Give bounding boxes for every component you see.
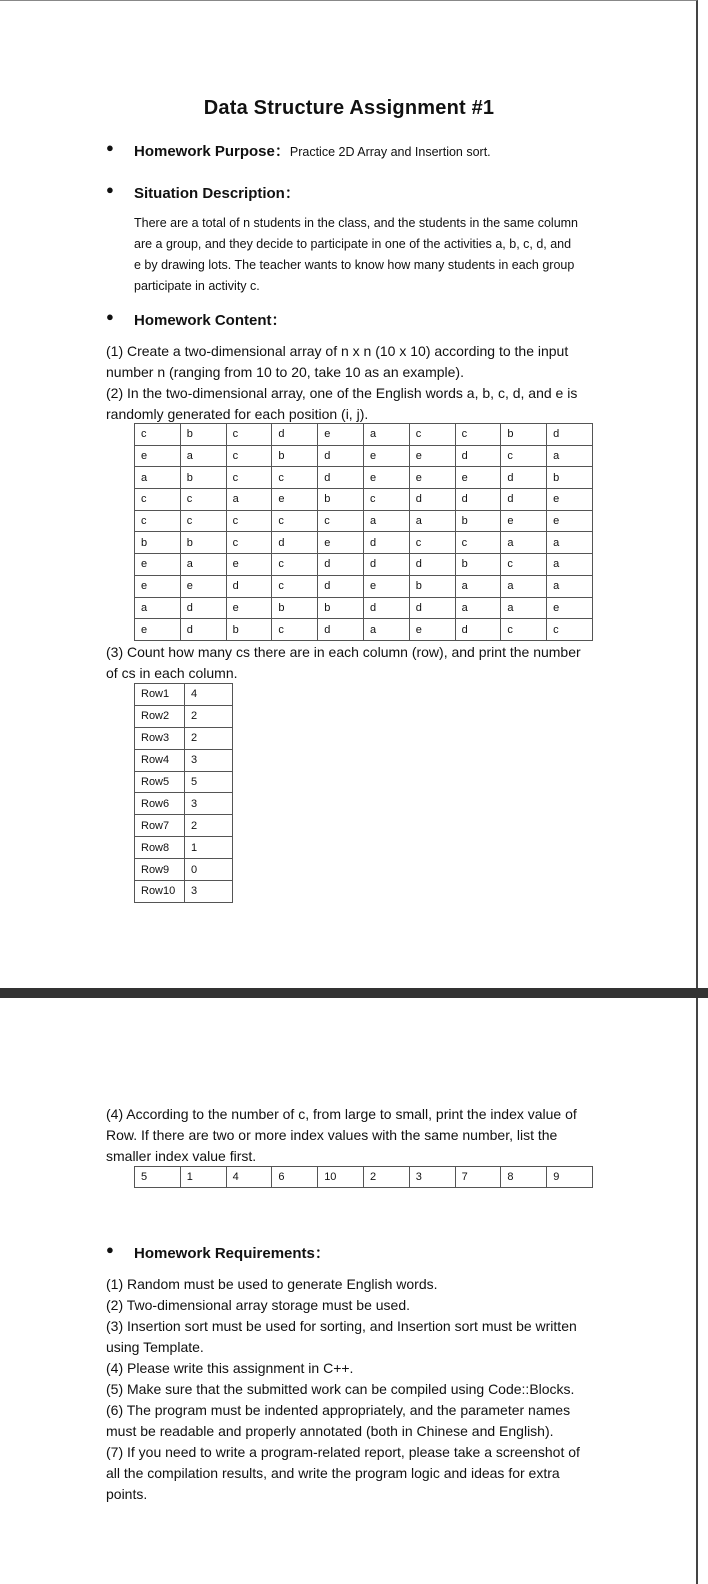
table-row <box>135 771 233 793</box>
grid-cell: b <box>409 575 455 597</box>
grid-cell: d <box>409 597 455 619</box>
count-cell: 1 <box>185 837 233 859</box>
c-count-table <box>134 683 233 903</box>
grid-cell: a <box>547 532 593 554</box>
grid-cell: b <box>318 597 364 619</box>
situation-line: There are a total of n students in the class, and the students in the same column <box>134 216 579 230</box>
row-label-cell: Row2 <box>135 705 185 727</box>
grid-cell: c <box>135 424 181 446</box>
grid-cell: a <box>180 445 226 467</box>
purpose-label: Homework Purpose： <box>134 143 290 160</box>
grid-cell: a <box>226 489 272 511</box>
table-row <box>135 1167 593 1188</box>
content-step1-text <box>106 341 596 425</box>
row-label-cell: Row6 <box>135 793 185 815</box>
index-cell: 10 <box>318 1167 364 1188</box>
index-cell: 7 <box>455 1167 501 1188</box>
requirement-line: all the compilation results, and write the program logic and ideas for extra <box>106 1465 560 1481</box>
table-row <box>135 793 233 815</box>
index-cell: 8 <box>501 1167 547 1188</box>
requirement-line: using Template. <box>106 1339 204 1355</box>
table-row <box>135 467 593 489</box>
grid-cell: e <box>409 445 455 467</box>
grid-cell: d <box>272 424 318 446</box>
grid-cell: d <box>318 575 364 597</box>
grid-cell: e <box>272 489 318 511</box>
row-label-cell: Row7 <box>135 815 185 837</box>
grid-cell: e <box>226 554 272 576</box>
index-cell: 1 <box>180 1167 226 1188</box>
grid-cell: e <box>409 619 455 641</box>
count-cell: 0 <box>185 859 233 881</box>
grid-cell: c <box>226 467 272 489</box>
situation-line: are a group, and they decide to participate in one of the activities a, b, c, d, and <box>134 237 572 251</box>
content-line: randomly generated for each position (i, j). <box>106 406 369 422</box>
count-cell: 4 <box>185 684 233 706</box>
grid-cell: e <box>363 445 409 467</box>
table-row <box>135 705 233 727</box>
requirement-line: (1) Random must be used to generate English words. <box>106 1276 438 1292</box>
grid-cell: e <box>547 489 593 511</box>
grid-cell: d <box>409 489 455 511</box>
grid-cell: b <box>455 554 501 576</box>
grid-cell: d <box>318 467 364 489</box>
content-line: smaller index value first. <box>106 1148 257 1164</box>
table-row <box>135 597 593 619</box>
situation-text <box>134 213 604 297</box>
grid-cell: d <box>318 619 364 641</box>
grid-cell: d <box>501 467 547 489</box>
grid-cell: b <box>501 424 547 446</box>
index-cell: 5 <box>135 1167 181 1188</box>
grid-cell: e <box>135 445 181 467</box>
grid-cell: c <box>318 510 364 532</box>
table-row <box>135 445 593 467</box>
requirement-line: (3) Insertion sort must be used for sorting, and Insertion sort must be written <box>106 1318 577 1334</box>
page-2 <box>0 998 698 1584</box>
requirements-heading: Homework Requirements： <box>134 1245 330 1262</box>
bullet-icon: ● <box>106 1242 114 1257</box>
grid-cell: d <box>455 445 501 467</box>
grid-cell: a <box>409 510 455 532</box>
grid-cell: c <box>501 445 547 467</box>
requirement-line: (6) The program must be indented appropriately, and the parameter names <box>106 1402 571 1418</box>
index-cell: 2 <box>364 1167 410 1188</box>
content-step3-text <box>106 642 596 684</box>
purpose-text: Practice 2D Array and Insertion sort. <box>289 145 491 159</box>
row-label-cell: Row3 <box>135 727 185 749</box>
grid-cell: e <box>409 467 455 489</box>
grid-cell: e <box>135 554 181 576</box>
content-line: (2) In the two-dimensional array, one of the English words a, b, c, d, and e is <box>106 385 578 401</box>
grid-cell: a <box>547 575 593 597</box>
grid-cell: d <box>409 554 455 576</box>
table-row <box>135 881 233 903</box>
count-cell: 2 <box>185 727 233 749</box>
index-cell: 3 <box>409 1167 455 1188</box>
table-row <box>135 859 233 881</box>
table-row <box>135 489 593 511</box>
grid-cell: d <box>226 575 272 597</box>
grid-cell: a <box>501 532 547 554</box>
content-step4-text <box>106 1104 596 1167</box>
grid-cell: b <box>318 489 364 511</box>
table-row <box>135 749 233 771</box>
grid-cell: c <box>455 424 501 446</box>
index-cell: 6 <box>272 1167 318 1188</box>
grid-cell: a <box>363 510 409 532</box>
grid-cell: d <box>455 489 501 511</box>
grid-cell: c <box>226 424 272 446</box>
row-label-cell: Row4 <box>135 749 185 771</box>
grid-cell: e <box>547 510 593 532</box>
grid-cell: d <box>180 619 226 641</box>
grid-cell: e <box>547 597 593 619</box>
grid-cell: c <box>363 489 409 511</box>
table-row <box>135 684 233 706</box>
grid-cell: a <box>135 467 181 489</box>
grid-cell: c <box>226 445 272 467</box>
grid-cell: c <box>501 554 547 576</box>
grid-cell: c <box>180 510 226 532</box>
grid-cell: e <box>318 532 364 554</box>
grid-cell: c <box>226 532 272 554</box>
grid-cell: e <box>363 467 409 489</box>
grid-cell: e <box>135 619 181 641</box>
grid-cell: b <box>455 510 501 532</box>
grid-cell: b <box>226 619 272 641</box>
content-line: number n (ranging from 10 to 20, take 10 as an example). <box>106 364 464 380</box>
content-heading: Homework Content： <box>134 312 287 329</box>
grid-cell: c <box>272 575 318 597</box>
grid-cell: d <box>455 619 501 641</box>
content-line: Row. If there are two or more index values with the same number, list the <box>106 1127 558 1143</box>
grid-cell: b <box>180 532 226 554</box>
grid-cell: c <box>501 619 547 641</box>
grid-cell: e <box>180 575 226 597</box>
grid-cell: d <box>180 597 226 619</box>
grid-cell: a <box>363 619 409 641</box>
requirement-line: (5) Make sure that the submitted work can be compiled using Code::Blocks. <box>106 1381 575 1397</box>
grid-cell: d <box>318 554 364 576</box>
requirement-line: must be readable and properly annotated (both in Chinese and English). <box>106 1423 554 1439</box>
requirement-line: points. <box>106 1486 148 1502</box>
grid-cell: a <box>501 575 547 597</box>
grid-cell: c <box>272 619 318 641</box>
grid-cell: c <box>272 510 318 532</box>
grid-cell: c <box>409 532 455 554</box>
grid-cell: d <box>547 424 593 446</box>
content-line: of cs in each column. <box>106 665 238 681</box>
grid-cell: a <box>455 597 501 619</box>
grid-cell: c <box>135 489 181 511</box>
content-line: (1) Create a two-dimensional array of n x n (10 x 10) according to the input <box>106 343 569 359</box>
grid-cell: c <box>547 619 593 641</box>
requirement-line: (2) Two-dimensional array storage must be used. <box>106 1297 410 1313</box>
grid-cell: c <box>272 554 318 576</box>
situation-line: e by drawing lots. The teacher wants to know how many students in each group <box>134 258 575 272</box>
grid-cell: b <box>180 424 226 446</box>
grid-cell: e <box>318 424 364 446</box>
grid-cell: d <box>318 445 364 467</box>
grid-cell: a <box>135 597 181 619</box>
grid-cell: a <box>501 597 547 619</box>
grid-cell: a <box>547 554 593 576</box>
table-row <box>135 510 593 532</box>
count-cell: 3 <box>185 881 233 903</box>
bullet-icon: ● <box>106 140 114 155</box>
situation-heading: Situation Description： <box>134 185 300 202</box>
purpose-heading <box>134 140 491 161</box>
table-row <box>135 532 593 554</box>
table-row <box>135 837 233 859</box>
grid-cell: a <box>547 445 593 467</box>
grid-cell: b <box>272 445 318 467</box>
count-cell: 3 <box>185 749 233 771</box>
grid-cell: b <box>135 532 181 554</box>
table-row <box>135 619 593 641</box>
letter-grid-table <box>134 423 593 641</box>
grid-cell: e <box>501 510 547 532</box>
situation-line: participate in activity c. <box>134 279 260 293</box>
requirements-text <box>106 1274 596 1505</box>
grid-cell: e <box>135 575 181 597</box>
grid-cell: c <box>180 489 226 511</box>
grid-cell: d <box>501 489 547 511</box>
grid-cell: c <box>272 467 318 489</box>
bullet-icon: ● <box>106 182 114 197</box>
grid-cell: e <box>455 467 501 489</box>
table-row <box>135 575 593 597</box>
sorted-index-table <box>134 1166 593 1188</box>
table-row <box>135 727 233 749</box>
bullet-icon: ● <box>106 309 114 324</box>
requirement-line: (4) Please write this assignment in C++. <box>106 1360 354 1376</box>
row-label-cell: Row8 <box>135 837 185 859</box>
grid-cell: b <box>180 467 226 489</box>
row-label-cell: Row5 <box>135 771 185 793</box>
count-cell: 2 <box>185 815 233 837</box>
row-label-cell: Row1 <box>135 684 185 706</box>
content-line: (3) Count how many cs there are in each column (row), and print the number <box>106 644 581 660</box>
grid-cell: b <box>547 467 593 489</box>
grid-cell: a <box>180 554 226 576</box>
grid-cell: b <box>272 597 318 619</box>
requirement-line: (7) If you need to write a program-related report, please take a screenshot of <box>106 1444 580 1460</box>
grid-cell: d <box>363 554 409 576</box>
grid-cell: d <box>272 532 318 554</box>
index-cell: 4 <box>226 1167 272 1188</box>
index-cell: 9 <box>547 1167 593 1188</box>
table-row <box>135 424 593 446</box>
table-row <box>135 815 233 837</box>
grid-cell: a <box>455 575 501 597</box>
count-cell: 3 <box>185 793 233 815</box>
grid-cell: c <box>135 510 181 532</box>
content-line: (4) According to the number of c, from large to small, print the index value of <box>106 1106 577 1122</box>
row-label-cell: Row9 <box>135 859 185 881</box>
grid-cell: c <box>409 424 455 446</box>
grid-cell: c <box>455 532 501 554</box>
page-title: Data Structure Assignment #1 <box>203 97 495 119</box>
grid-cell: e <box>363 575 409 597</box>
grid-cell: d <box>363 597 409 619</box>
page-separator <box>0 988 708 998</box>
grid-cell: c <box>226 510 272 532</box>
count-cell: 2 <box>185 705 233 727</box>
grid-cell: e <box>226 597 272 619</box>
grid-cell: d <box>363 532 409 554</box>
grid-cell: a <box>363 424 409 446</box>
count-cell: 5 <box>185 771 233 793</box>
table-row <box>135 554 593 576</box>
row-label-cell: Row10 <box>135 881 185 903</box>
